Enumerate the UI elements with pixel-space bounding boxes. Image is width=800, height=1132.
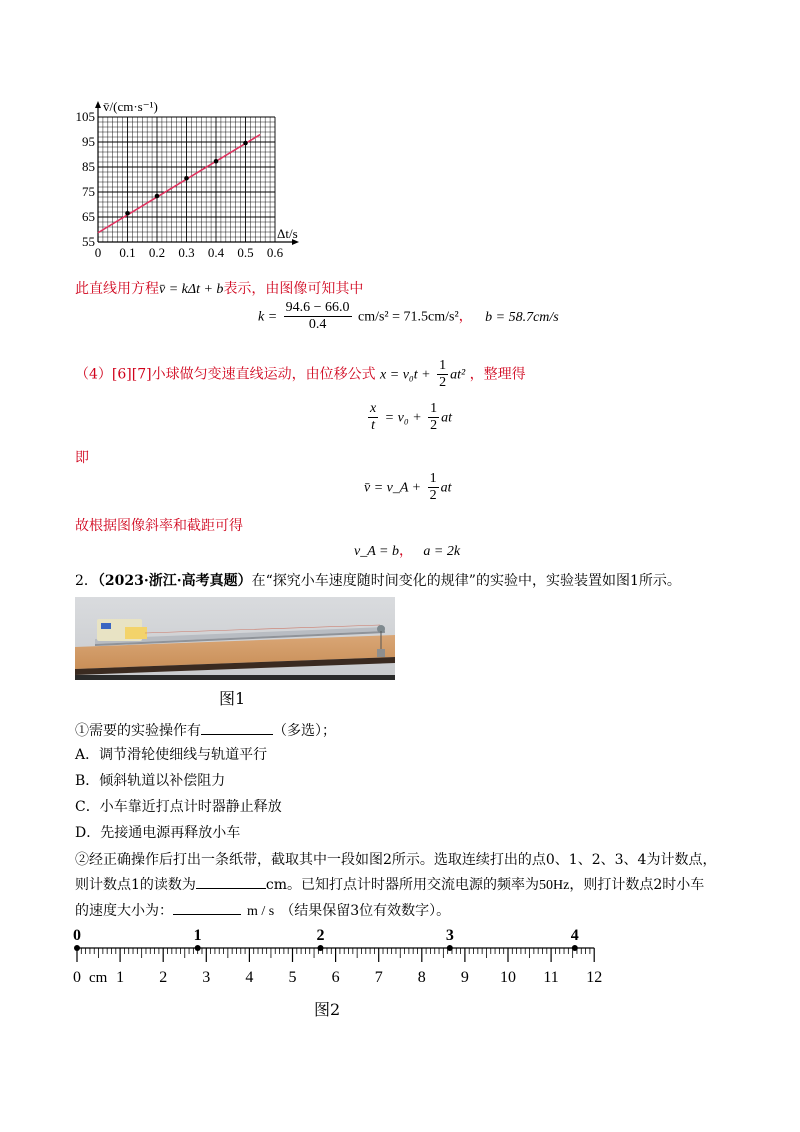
option-b: B．倾斜轨道以补偿阻力 — [75, 773, 226, 789]
chart-ticks — [76, 109, 284, 260]
option-c: C．小车靠近打点计时器静止释放 — [75, 799, 282, 815]
x-tick-label: 0.4 — [207, 245, 225, 260]
guji-line: 故根据图像斜率和截距可得 — [75, 518, 243, 534]
data-point — [243, 141, 248, 146]
subquestion1: ①需要的实验操作有 （多选）； — [75, 720, 336, 740]
ruler-cm-label: 10 — [500, 969, 516, 986]
fit-line — [98, 135, 260, 233]
data-point — [184, 176, 189, 181]
figure2-caption: 图2 — [314, 1000, 341, 1019]
count-point-label: 1 — [193, 927, 202, 944]
subquestion2-line1: ②经正确操作后打出一条纸带，截取其中一段如图2所示。选取连续打出的点0、1、2、3、4为计数点， — [75, 852, 717, 868]
final-equations: v_A = b， a = 2k — [354, 543, 461, 559]
ruler-cm-label: 12 — [586, 969, 603, 986]
ruler-cm-label: 5 — [288, 969, 297, 986]
answer-blank-3[interactable] — [173, 900, 241, 915]
ruler-ticks — [77, 948, 594, 962]
ruler-cm-label: 7 — [374, 969, 383, 986]
option-d: D．先接通电源再释放小车 — [75, 825, 241, 841]
slope-equation: k = $\frac{94.6 - 66.0}{0.4}$ cm/s² = 71.5cm/s²， b = 58.7cm/s — [258, 300, 559, 332]
count-point-label: 3 — [445, 927, 454, 944]
ruler-cm-label: 3 — [202, 969, 211, 986]
y-tick-label: 65 — [82, 209, 95, 224]
chart-fit-line — [98, 135, 260, 233]
option-a: A．调节滑轮使细线与轨道平行 — [75, 747, 268, 763]
ji-label: 即 — [75, 450, 89, 466]
figure1-caption: 图1 — [219, 689, 246, 708]
x-tick-label: 0.1 — [119, 245, 136, 260]
answer-blank-1[interactable] — [201, 720, 273, 735]
count-point-label: 0 — [73, 927, 81, 944]
x-axis-label: Δt/s — [277, 226, 298, 241]
y-tick-label: 75 — [82, 184, 95, 199]
x-tick-label: 0.2 — [148, 245, 166, 260]
data-point — [214, 159, 219, 164]
data-point — [155, 194, 160, 199]
eq-x-over-t: $\frac{x}{t}$ = v₀ + $\frac{1}{2}$ at — [370, 401, 452, 433]
count-point-label: 4 — [570, 927, 579, 944]
y-tick-label: 105 — [75, 109, 95, 124]
count-point-label: 2 — [316, 927, 325, 944]
question2-stem: 2．（2023·浙江·高考真题）在“探究小车速度随时间变化的规律”的实验中，实验装置如图1所示。 — [75, 573, 681, 589]
ruler-cm-label: 9 — [460, 969, 469, 986]
ruler-cm-label: 6 — [331, 969, 340, 986]
y-axis-arrow — [95, 101, 101, 108]
ruler-cm-label: 4 — [245, 969, 254, 986]
ruler-cm-label: 0 — [73, 969, 81, 986]
ruler-cm-label: 8 — [417, 969, 426, 986]
y-tick-label: 55 — [82, 234, 95, 249]
solution-line1: 此直线用方程v̄ = kΔt + b表示，由图像可知其中 — [75, 281, 364, 297]
subquestion2-line3: 的速度大小为： m / s （结果保留3位有效数字）。 — [75, 900, 450, 920]
x-tick-label: 0 — [94, 245, 102, 260]
ruler-cm-label: 1 — [116, 969, 125, 986]
ruler-cm-label: 11 — [543, 969, 559, 986]
eq-vbar: v̄ = v_A + $\frac{1}{2}$ at — [364, 471, 452, 503]
ruler-labels — [73, 969, 602, 986]
part4-line: （4）[6][7]小球做匀变速直线运动，由位移公式 x = v₀t + $\frac{1}{2}$ at² ，整理得 — [75, 358, 526, 390]
answer-blank-2[interactable] — [196, 874, 266, 889]
x-tick-label: 0.3 — [178, 245, 195, 260]
y-tick-label: 85 — [82, 159, 95, 174]
ruler-cm-label: 2 — [159, 969, 168, 986]
x-tick-label: 0.5 — [237, 245, 254, 260]
data-point — [125, 211, 130, 216]
velocity-time-chart — [70, 92, 310, 272]
tape-ruler — [60, 920, 620, 992]
ruler-unit: cm — [89, 970, 108, 986]
y-tick-label: 95 — [82, 134, 95, 149]
y-axis-label: v̄/(cm·s⁻¹) — [103, 99, 158, 114]
x-tick-label: 0.6 — [266, 245, 284, 260]
experiment-photo — [75, 597, 395, 680]
subquestion2-line2: 则计数点1的读数为 cm。已知打点计时器所用交流电源的频率为50Hz，则打计数点2时小车 — [75, 874, 704, 894]
